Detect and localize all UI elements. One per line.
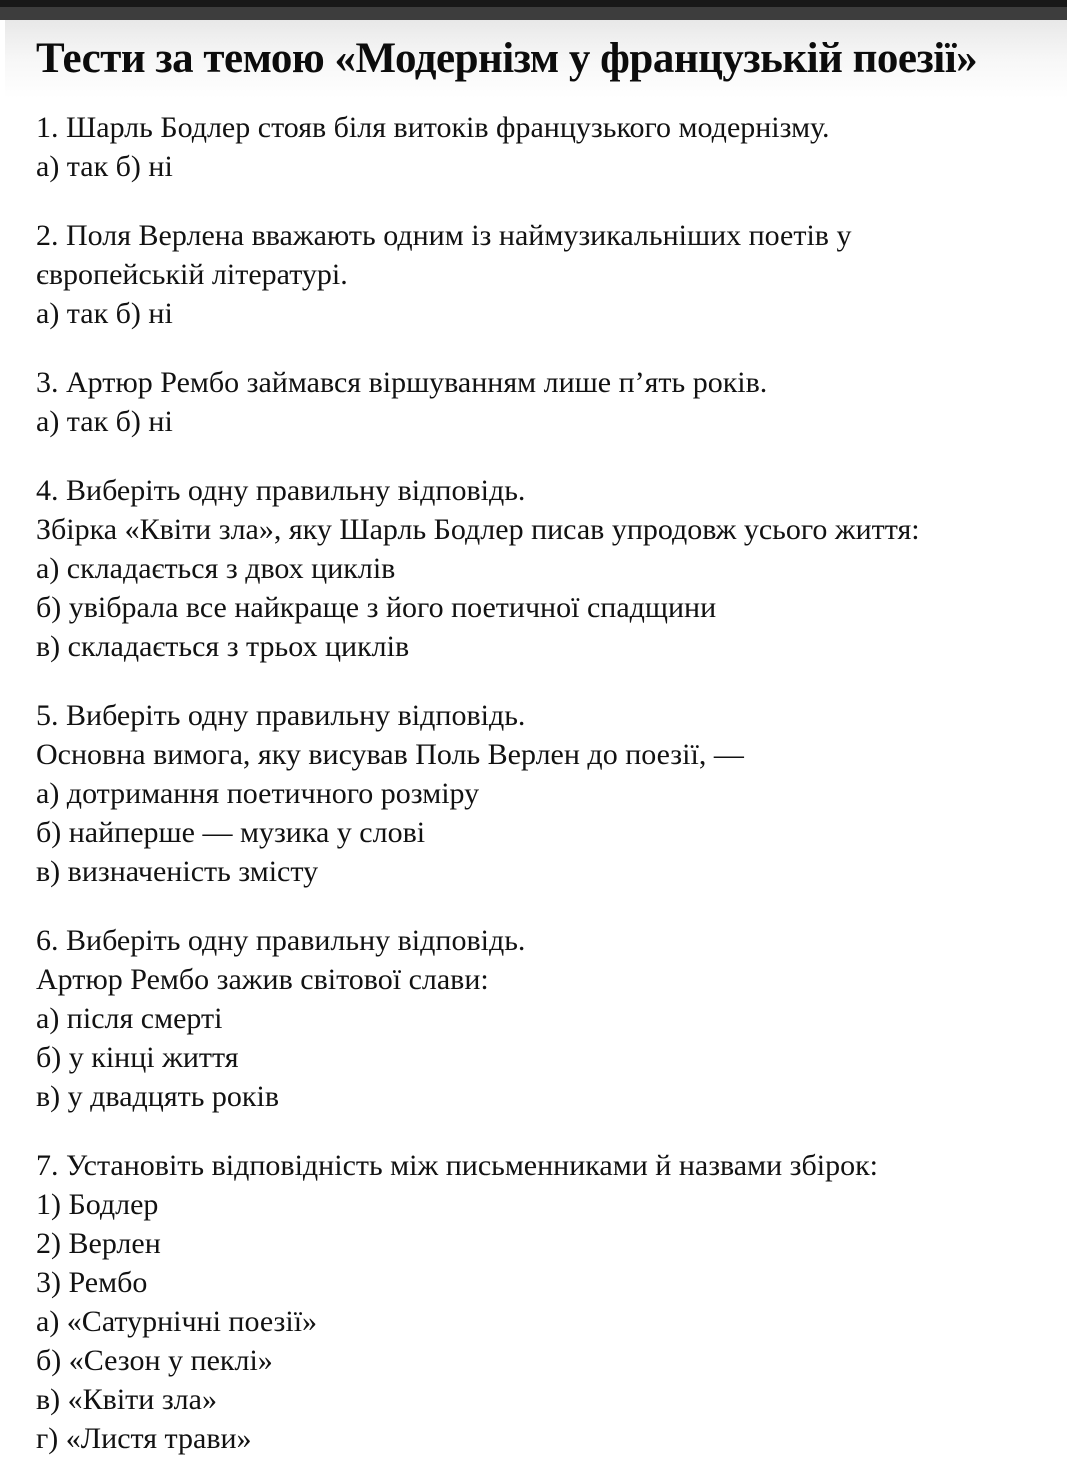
question-6-option-b: б) у кінці життя: [36, 1041, 239, 1074]
question-3-options: а) так б) ні: [36, 405, 173, 438]
question-7-item-1: 1) Бодлер: [36, 1188, 159, 1221]
page-left-edge: [0, 20, 5, 1483]
question-2-text-line-2: європейській літературі.: [36, 258, 348, 291]
question-2-options: а) так б) ні: [36, 297, 173, 330]
question-4-option-v: в) складається з трьох циклів: [36, 630, 410, 663]
question-5-option-b: б) найперше — музика у слові: [36, 816, 426, 849]
question-7-text: 7. Установіть відповідність між письменниками й назвами збірок:: [36, 1149, 879, 1182]
question-1-text: 1. Шарль Бодлер стояв біля витоків французького модернізму.: [36, 111, 830, 144]
question-7-option-g: г) «Листя трави»: [36, 1422, 252, 1455]
document-page: [0, 20, 1067, 1483]
question-7-item-2: 2) Верлен: [36, 1227, 161, 1260]
question-7-item-3: 3) Рембо: [36, 1266, 148, 1299]
question-2-text-line-1: 2. Поля Верлена вважають одним із наймузикальніших поетів у: [36, 219, 852, 252]
question-6-text-line-1: 6. Виберіть одну правильну відповідь.: [36, 924, 526, 957]
question-1-options: а) так б) ні: [36, 150, 173, 183]
question-3-text: 3. Артюр Рембо займався віршуванням лише п’ять років.: [36, 366, 768, 399]
question-5-text-line-2: Основна вимога, яку висував Поль Верлен до поезії, —: [36, 738, 744, 771]
question-7-option-b: б) «Сезон у пеклі»: [36, 1344, 273, 1377]
question-4-option-b: б) увібрала все найкраще з його поетичної спадщини: [36, 591, 717, 624]
question-3: [36, 363, 1039, 441]
top-bar: [0, 0, 1067, 20]
question-5-text-line-1: 5. Виберіть одну правильну відповідь.: [36, 699, 526, 732]
question-5-option-a: а) дотримання поетичного розміру: [36, 777, 480, 810]
question-5: [36, 696, 1039, 891]
question-4-text-line-2: Збірка «Квіти зла», яку Шарль Бодлер писав упродовж усього життя:: [36, 513, 920, 546]
question-7: [36, 1146, 1039, 1458]
question-5-option-v: в) визначеність змісту: [36, 855, 319, 888]
question-1: [36, 108, 1039, 186]
question-4-option-a: а) складається з двох циклів: [36, 552, 396, 585]
question-6-option-a: а) після смерті: [36, 1002, 223, 1035]
question-6-option-v: в) у двадцять років: [36, 1080, 279, 1113]
question-7-option-a: а) «Сатурнічні поезії»: [36, 1305, 318, 1338]
question-6-text-line-2: Артюр Рембо зажив світової слави:: [36, 963, 489, 996]
question-2: [36, 216, 1039, 333]
question-6: [36, 921, 1039, 1116]
page-title: Тести за темою «Модернізм у французькій поезії»: [36, 35, 978, 82]
question-4: [36, 471, 1039, 666]
question-7-option-v: в) «Квіти зла»: [36, 1383, 217, 1416]
question-4-text-line-1: 4. Виберіть одну правильну відповідь.: [36, 474, 526, 507]
